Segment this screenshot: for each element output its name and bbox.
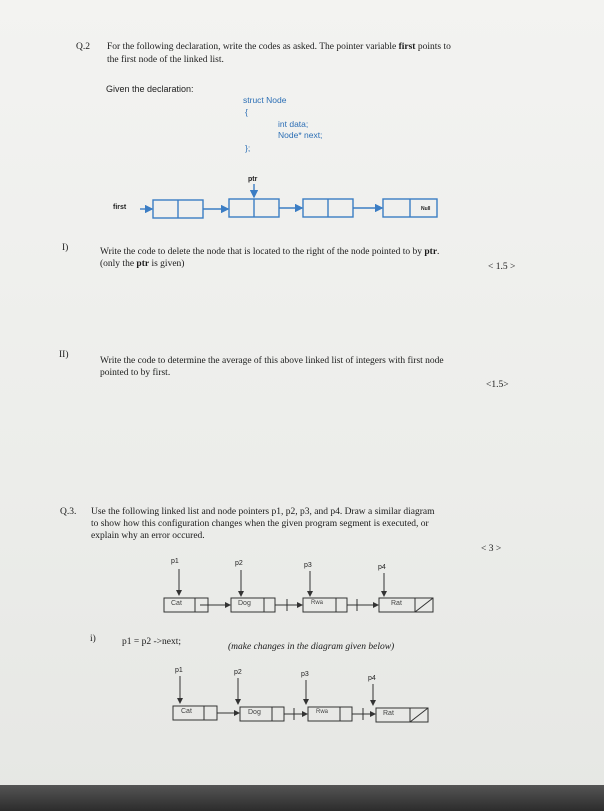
q2-linked-list xyxy=(140,184,437,218)
q3i-node-rwa xyxy=(308,707,352,721)
part1-line1 xyxy=(100,247,439,257)
part1-line2-ptr: ptr xyxy=(136,259,150,269)
part1-line1-text: Write the code to delete the node that is located to the right of the node pointed to by xyxy=(100,247,422,257)
q3-node-label-rwa: Rwa xyxy=(311,600,324,606)
q3i-p1-label: p1 xyxy=(175,667,183,674)
q2-number: Q.2 xyxy=(76,42,90,52)
code-int-data: int data; xyxy=(278,119,309,129)
code-open-brace: { xyxy=(245,107,248,117)
part2-marks: <1.5> xyxy=(486,380,509,390)
first-label: first xyxy=(113,204,127,211)
q3-line1: Use the following linked list and node pointers p1, p2, p3, and p4. Draw a similar diagram xyxy=(91,507,435,517)
q3-p1-label: p1 xyxy=(171,558,179,565)
null-label: Null xyxy=(421,206,431,212)
q3-p4-label: p4 xyxy=(378,564,386,571)
q2-first-bold: first xyxy=(398,42,416,52)
code-node-next: Node* next; xyxy=(278,130,323,140)
part2-line2: pointed to by first. xyxy=(100,368,171,378)
q3-node-label-dog: Dog xyxy=(238,600,251,607)
part1-numeral: I) xyxy=(62,243,69,253)
part1-marks: < 1.5 > xyxy=(488,262,516,272)
q3i-note: (make changes in the diagram given below) xyxy=(228,642,395,652)
given-declaration-label: Given the declaration: xyxy=(106,84,194,94)
part1-line2-close: is given) xyxy=(151,259,185,269)
q3-number: Q.3. xyxy=(60,507,77,517)
q3i-node-label-rat: Rat xyxy=(383,710,394,717)
q3i-code: p1 = p2 ->next; xyxy=(122,637,181,647)
part1-line2 xyxy=(100,259,184,269)
part1-line2-open: (only the xyxy=(100,259,135,269)
part2-numeral: II) xyxy=(59,350,69,360)
q3i-p3-label: p3 xyxy=(301,671,309,678)
q2-line1-end: points to xyxy=(417,42,451,52)
q3i-p4-label: p4 xyxy=(368,675,376,682)
q3-node-label-cat: Cat xyxy=(171,600,182,607)
part2-line1: Write the code to determine the average of this above linked list of integers with first node xyxy=(100,356,444,366)
q3i-p2-label: p2 xyxy=(234,669,242,676)
q3i-node-label-cat: Cat xyxy=(181,708,192,715)
ptr-label: ptr xyxy=(248,176,258,183)
q3i-node-label-dog: Dog xyxy=(248,709,261,716)
q3-line2: to show how this configuration changes when the given program segment is executed, or xyxy=(91,519,429,529)
q3-marks: < 3 > xyxy=(481,544,502,554)
part1-line1-end: . xyxy=(437,247,440,257)
code-struct-line: struct Node xyxy=(243,95,287,105)
q3i-node-cat xyxy=(173,706,217,720)
q3-p2-label: p2 xyxy=(235,560,243,567)
q3-node-rat xyxy=(379,598,433,612)
q3i-node-label-rwa: Rwa xyxy=(316,709,329,715)
q2-text-line2: the first node of the linked list. xyxy=(107,55,224,65)
code-close-brace: }; xyxy=(245,143,251,153)
q3-p3-label: p3 xyxy=(304,562,312,569)
q3-node-label-rat: Rat xyxy=(391,600,402,607)
q3i-node-dog xyxy=(240,707,284,721)
q3-node-rwa xyxy=(303,598,347,612)
q3-line3: explain why an error occured. xyxy=(91,531,205,541)
q3i-numeral: i) xyxy=(90,634,96,644)
part1-ptr-bold: ptr xyxy=(424,247,438,257)
q2-line1-text: For the following declaration, write the codes as asked. The pointer variable xyxy=(107,42,397,52)
